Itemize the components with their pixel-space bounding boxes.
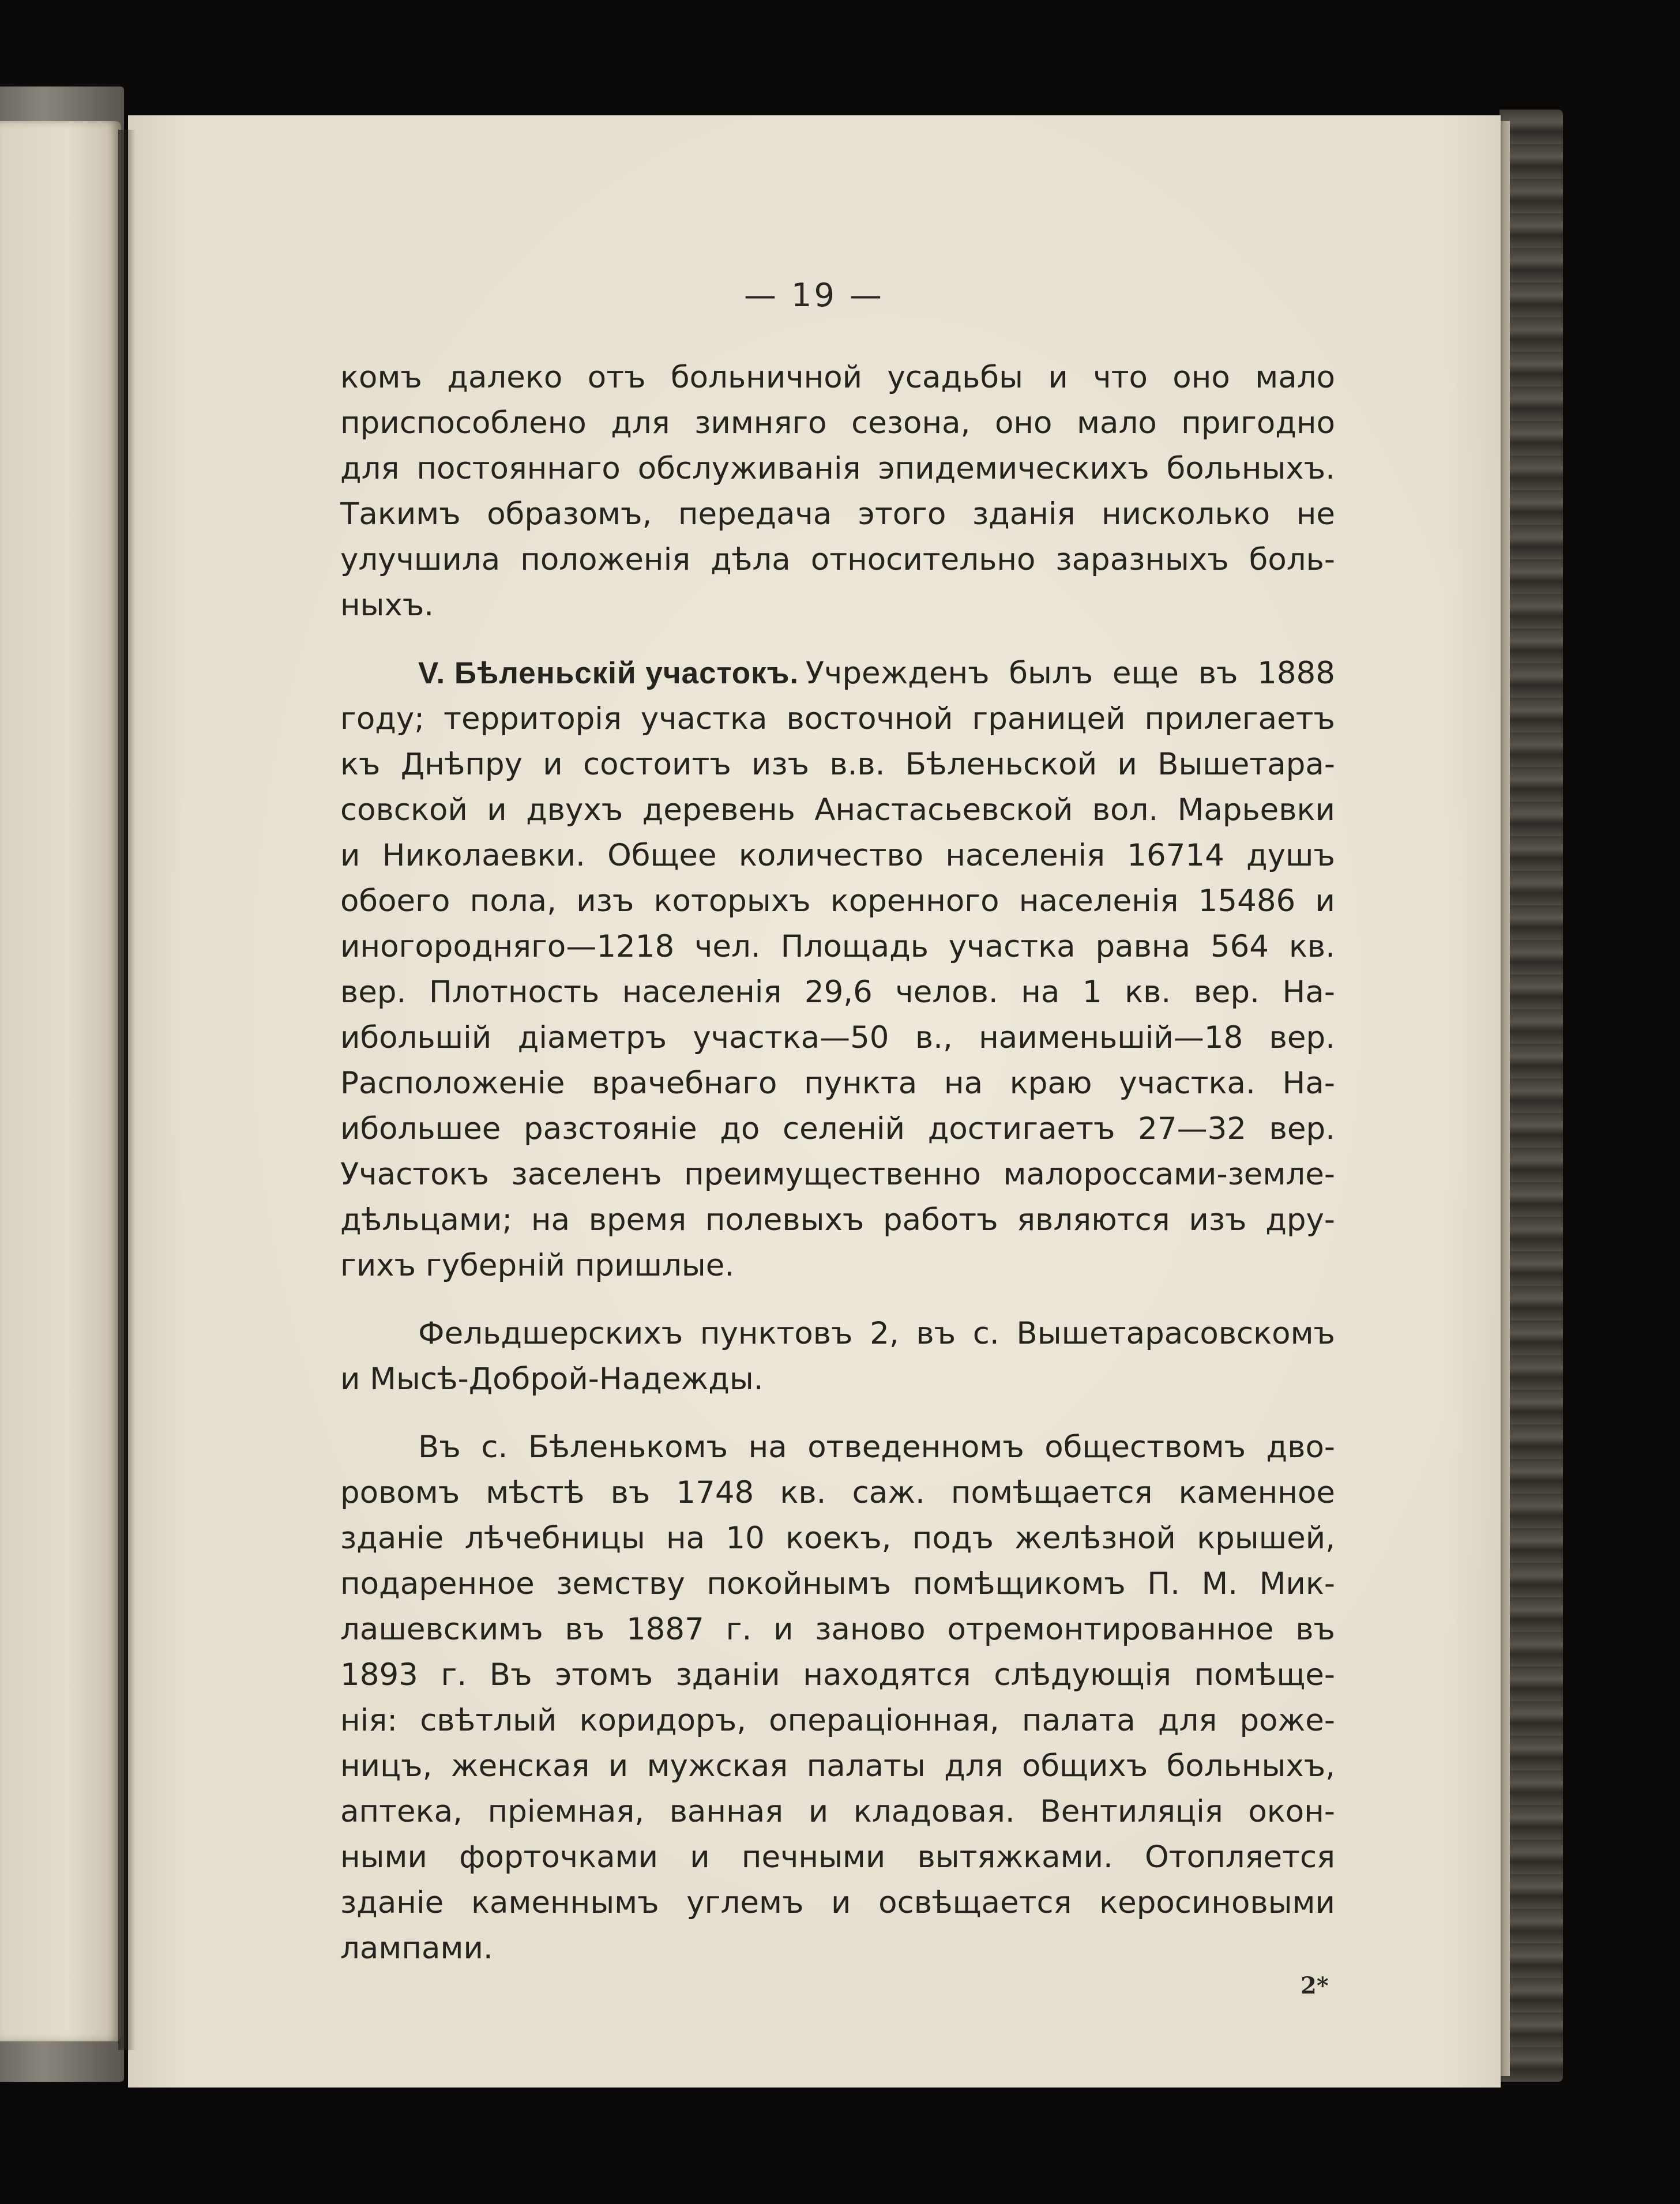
paragraph-gap (340, 1402, 1335, 1424)
text-line (340, 650, 1335, 696)
text-line: лашевскимъ въ 1887 г. и заново отремонтированное въ (340, 1612, 1335, 1647)
text-line: аптека, пріемная, ванная и кладовая. Вентиляція окон- (340, 1794, 1335, 1829)
text-line: Въ с. Бѣленькомъ на отведенномъ обществомъ дво- (418, 1430, 1335, 1465)
text-line: и Николаевки. Общее количество населенія 16714 душъ (340, 838, 1335, 873)
text-line: приспособлено для зимняго сезона, оно мало пригодно (340, 405, 1335, 441)
text-line: обоего пола, изъ которыхъ коренного населенія 15486 и (340, 883, 1335, 919)
signature-mark: 2* (1301, 1972, 1329, 1999)
text-line: Участокъ заселенъ преимущественно малороссами-земле- (340, 1157, 1335, 1192)
text-line: 1893 г. Въ этомъ зданіи находятся слѣдующія помѣще- (340, 1657, 1335, 1693)
text-line: зданіе лѣчебницы на 10 коекъ, подъ желѣзной крышей, (340, 1521, 1335, 1556)
text-line: нія: свѣтлый коридоръ, операціонная, палата для роже- (340, 1703, 1335, 1738)
paragraph-2 (340, 650, 1335, 1288)
gutter-shadow (118, 130, 136, 2050)
text-line: Фельдшерскихъ пунктовъ 2, въ с. Вышетарасовскомъ (418, 1316, 1335, 1351)
text-line: вер. Плотность населенія 29,6 челов. на 1 кв. вер. На- (340, 975, 1335, 1010)
text-line: подаренное земству покойнымъ помѣщикомъ П. М. Мик- (340, 1566, 1335, 1601)
paragraph-1 (340, 355, 1335, 628)
text-line: зданіе каменнымъ углемъ и освѣщается керосиновыми (340, 1885, 1335, 1920)
text-line: ибольшій діаметръ участка—50 в., наименьшій—18 вер. (340, 1020, 1335, 1055)
paragraph-3 (340, 1311, 1335, 1402)
text-line: ными форточками и печными вытяжками. Отопляется (340, 1840, 1335, 1875)
text-line: и Мысѣ-Доброй-Надежды. (340, 1361, 764, 1397)
text-line: ницъ, женская и мужская палаты для общихъ больныхъ, (340, 1748, 1335, 1784)
text-line: улучшила положенія дѣла относительно заразныхъ боль- (340, 542, 1335, 577)
text-line: иногородняго—1218 чел. Площадь участка равна 564 кв. (340, 929, 1335, 964)
text-line: Такимъ образомъ, передача этого зданія нисколько не (340, 497, 1335, 532)
text-line: дѣльцами; на время полевыхъ работъ являются изъ дру- (340, 1202, 1335, 1238)
section-heading: V. Бѣленьскій участокъ. (418, 656, 799, 690)
previous-page-edge (0, 121, 121, 2041)
text-line: для постояннаго обслуживанія эпидемическихъ больныхъ. (340, 451, 1335, 486)
text-line-tail: Учрежденъ былъ еще въ 1888 (805, 656, 1335, 691)
page-text (340, 355, 1335, 1971)
text-line: году; территорія участка восточной границей прилегаетъ (340, 701, 1335, 736)
text-line: Расположеніе врачебнаго пункта на краю участка. На- (340, 1066, 1335, 1101)
paragraph-gap (340, 1288, 1335, 1311)
text-line: лампами. (340, 1931, 493, 1966)
text-line: совской и двухъ деревень Анастасьевской вол. Марьевки (340, 792, 1335, 828)
page-number: — 19 — (744, 277, 884, 314)
text-line: ровомъ мѣстѣ въ 1748 кв. саж. помѣщается каменное (340, 1475, 1335, 1510)
paragraph-gap (340, 628, 1335, 650)
text-line: ибольшее разстояніе до селеній достигаетъ 27—32 вер. (340, 1111, 1335, 1146)
text-line: комъ далеко отъ больничной усадьбы и что оно мало (340, 360, 1335, 395)
text-line: къ Днѣпру и состоитъ изъ в.в. Бѣленьской и Вышетара- (340, 747, 1335, 782)
text-line: гихъ губерній пришлые. (340, 1248, 735, 1283)
paragraph-4 (340, 1424, 1335, 1971)
text-line: ныхъ. (340, 588, 434, 623)
